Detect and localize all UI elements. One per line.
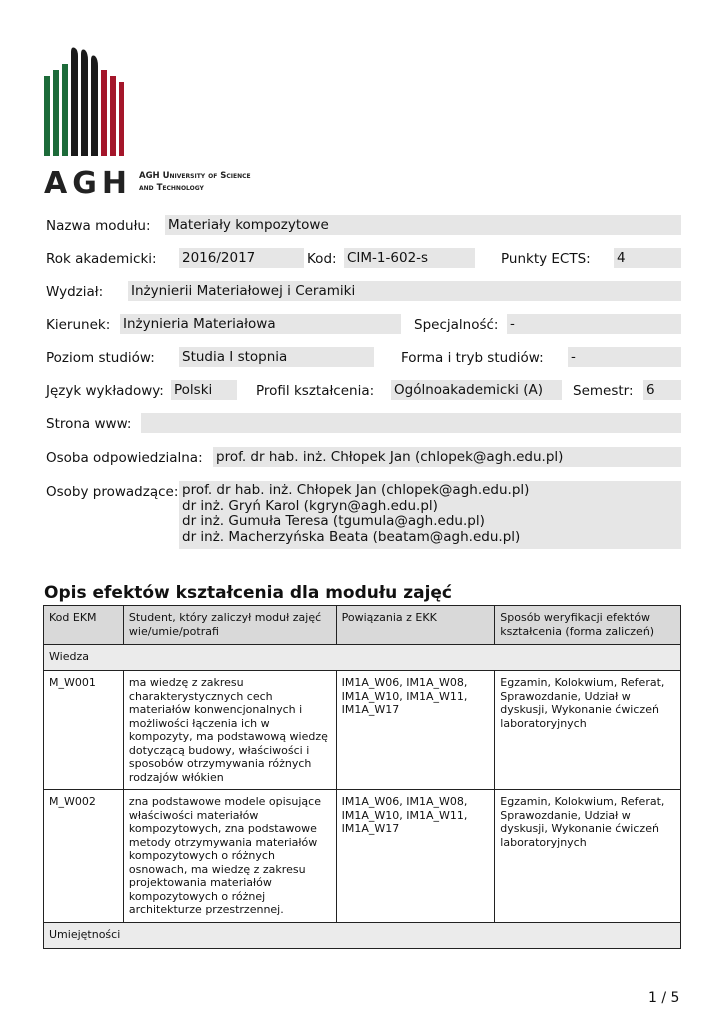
module-name-label: Nazwa modułu: [46,218,151,234]
code-value: CIM-1-602-s [344,248,475,268]
page-number: 1 / 5 [648,990,680,1006]
direction-value: Inżynieria Materiałowa [120,314,401,334]
row-verification: Egzamin, Kolokwium, Referat, Sprawozdanie, Udział w dyskusji, Wykonanie ćwiczeń laboratoryjnych [495,671,681,790]
group-skills-label: Umiejętności [44,922,681,948]
website-value [141,413,681,433]
academic-year-label: Rok akademicki: [46,251,157,267]
header-links: Powiązania z EKK [336,606,495,645]
logo-wordmark: AGH [44,166,132,201]
teachers-label: Osoby prowadzące: [46,484,179,500]
form-value: - [568,347,681,367]
table-row [44,790,681,923]
level-label: Poziom studiów: [46,350,155,366]
ects-label: Punkty ECTS: [501,251,591,267]
header-verification: Sposób weryfikacji efektów kształcenia (forma zaliczeń) [495,606,681,645]
responsible-value: prof. dr hab. inż. Chłopek Jan (chlopek@agh.edu.pl) [213,447,681,467]
language-label: Język wykładowy: [46,383,164,399]
row-links: IM1A_W06, IM1A_W08, IM1A_W10, IM1A_W11, IM1A_W17 [336,790,495,923]
specialty-value: - [507,314,681,334]
profile-label: Profil kształcenia: [256,383,375,399]
form-label: Forma i tryb studiów: [401,350,544,366]
logo-subtitle: AGH University of Science and Technology [139,171,251,193]
row-code: M_W001 [44,671,124,790]
faculty-label: Wydział: [46,284,104,300]
learning-outcomes-table [43,605,681,949]
row-verification: Egzamin, Kolokwium, Referat, Sprawozdanie, Udział w dyskusji, Wykonanie ćwiczeń laboratoryjnych [495,790,681,923]
row-links: IM1A_W06, IM1A_W08, IM1A_W10, IM1A_W11, IM1A_W17 [336,671,495,790]
teacher-item: prof. dr hab. inż. Chłopek Jan (chlopek@agh.edu.pl) [182,482,530,498]
responsible-label: Osoba odpowiedzialna: [46,450,203,466]
specialty-label: Specjalność: [414,317,499,333]
row-description: zna podstawowe modele opisujące właściwości materiałów kompozytowych, zna podstawowe metody otrzymywania materiałów kompozytowych o różnych osnowach, ma wiedzę z zakresu projektowania materiałów kompozytowych o różnej architekturze przestrzennej. [123,790,336,923]
direction-label: Kierunek: [46,317,111,333]
website-label: Strona www: [46,416,132,432]
table-header-row [44,606,681,645]
module-name-value: Materiały kompozytowe [165,215,681,235]
semester-value: 6 [643,380,681,400]
language-value: Polski [171,380,237,400]
code-label: Kod: [307,251,337,267]
table-row [44,671,681,790]
teacher-item: dr inż. Gryń Karol (kgryn@agh.edu.pl) [182,497,438,514]
level-value: Studia I stopnia [179,347,374,367]
ects-value: 4 [614,248,681,268]
academic-year-value: 2016/2017 [179,248,304,268]
faculty-value: Inżynierii Materiałowej i Ceramiki [128,281,681,301]
profile-value: Ogólnoakademicki (A) [391,380,562,400]
group-row-knowledge [44,645,681,671]
agh-logo [44,46,274,201]
group-knowledge-label: Wiedza [44,645,681,671]
teacher-item: dr inż. Macherzyńska Beata (beatam@agh.edu.pl) [182,528,521,545]
semester-label: Semestr: [573,383,634,399]
header-code: Kod EKM [44,606,124,645]
teachers-list [179,481,681,549]
header-description: Student, który zaliczył moduł zajęć wie/umie/potrafi [123,606,336,645]
section-title: Opis efektów kształcenia dla modułu zajęć [44,583,453,603]
row-code: M_W002 [44,790,124,923]
row-description: ma wiedzę z zakresu charakterystycznych cech materiałów konwencjonalnych i możliwości łączenia ich w kompozyty, ma podstawową wiedzę dotyczącą budowy, właściwości i sposobów otrzymywania różnych rodzajów włókien [123,671,336,790]
agh-emblem-icon [44,46,124,158]
group-row-skills [44,922,681,948]
teacher-item: dr inż. Gumuła Teresa (tgumula@agh.edu.pl) [182,513,485,529]
